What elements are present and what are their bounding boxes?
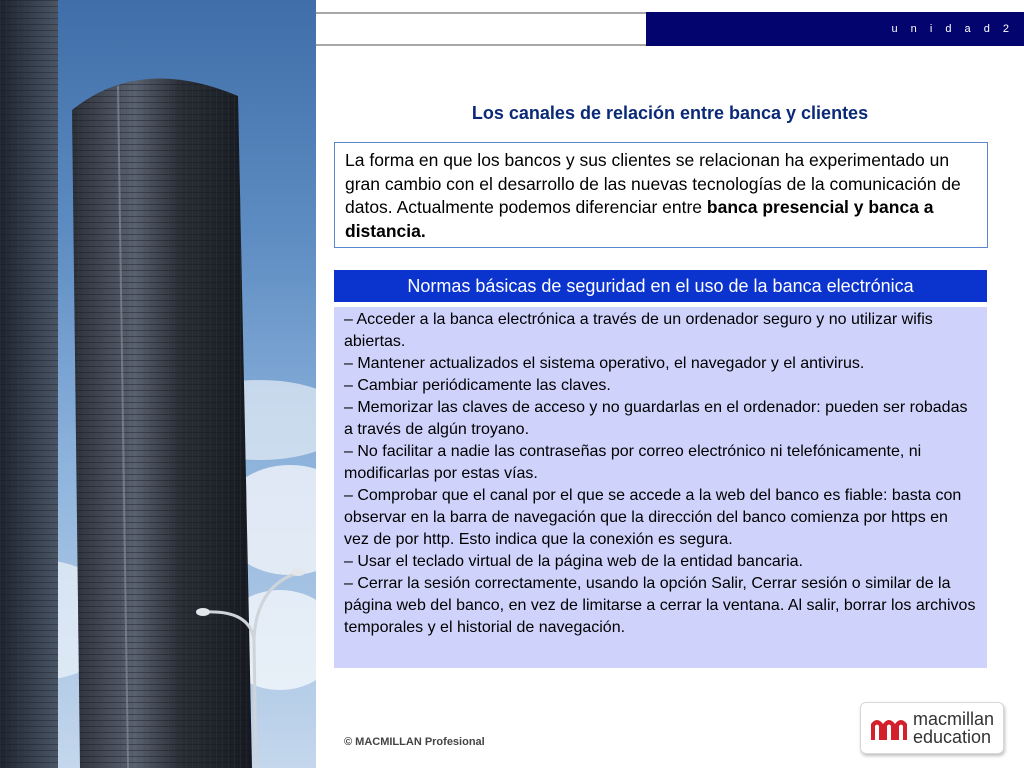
list-item: – Cambiar periódicamente las claves. (344, 377, 611, 394)
logo-line-2: education (913, 727, 992, 747)
intro-box (334, 142, 988, 248)
list-item: – No facilitar a nadie las contraseñas por correo electrónico ni telefónicamente, ni modificarlas por estas vías. (344, 443, 922, 482)
norms-heading (334, 270, 987, 302)
unit-label: u n i d a d 2 (891, 23, 1014, 35)
page-title: Los canales de relación entre banca y clientes (471, 103, 869, 123)
list-item: – Memorizar las claves de acceso y no guardarlas en el ordenador: pueden ser robadas a través de algún troyano. (344, 399, 968, 438)
tower-photo (0, 0, 316, 768)
logo-line-1: macmillan (913, 709, 995, 729)
list-item: – Comprobar que el canal por el que se accede a la web del banco es fiable: basta con observar en la barra de navegación que la dirección del banco comienza por https en vez de por http. Esto indica que la conexión es segura. (344, 487, 962, 548)
norms-list (334, 307, 987, 668)
list-item: – Acceder a la banca electrónica a través de un ordenador seguro y no utilizar wifis abiertas. (344, 311, 933, 350)
list-item: – Usar el teclado virtual de la página web de la entidad bancaria. (344, 553, 803, 570)
intro-text: La forma en que los bancos y sus clientes se relacionan ha experimentado un gran cambio con el desarrollo de las nuevas tecnologías de la comunicación de datos. Actualmente podemos diferenciar entre (345, 150, 961, 217)
macmillan-logo-icon (869, 710, 909, 746)
unit-label-bar (646, 12, 1024, 46)
header-bottom-line (316, 44, 648, 46)
list-item: – Cerrar la sesión correctamente, usando la opción Salir, Cerrar sesión o similar de la página web del banco, en vez de limitarse a cerrar la ventana. Al salir, borrar los archivos temporales y el historial de navegación. (344, 575, 976, 636)
copyright-text: © MACMILLAN Profesional (344, 736, 485, 748)
intro-bold-text: banca presencial y banca a distancia. (345, 197, 934, 241)
norms-heading-text: Normas básicas de seguridad en el uso de la banca electrónica (407, 275, 914, 296)
list-item: – Mantener actualizados el sistema operativo, el navegador y el antivirus. (344, 355, 865, 372)
macmillan-logo[interactable] (860, 702, 1004, 754)
